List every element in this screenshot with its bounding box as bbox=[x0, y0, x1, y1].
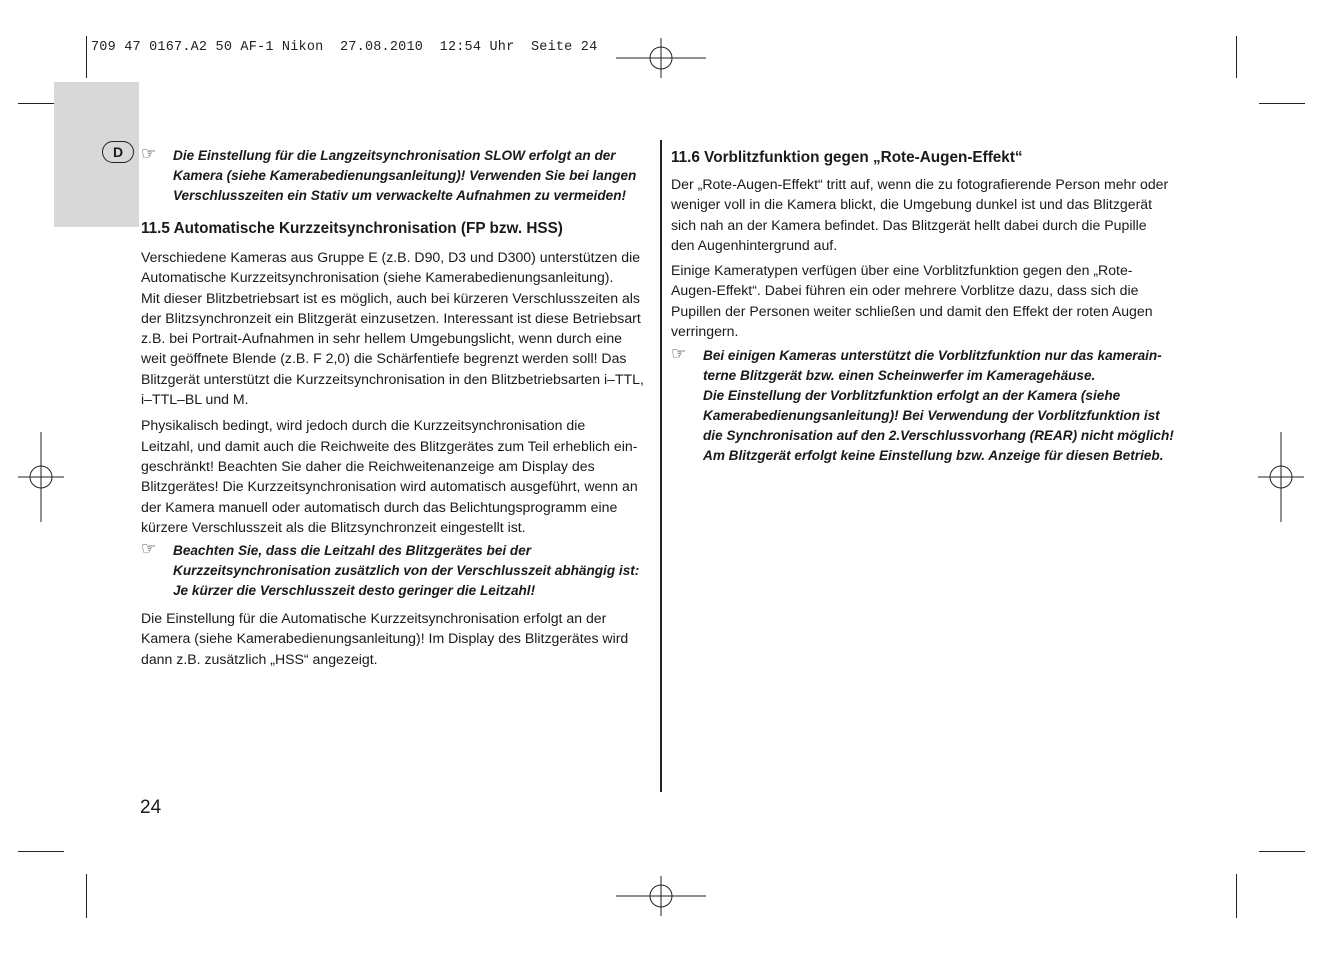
text-line: verringern. bbox=[671, 323, 739, 340]
note-line: Verschlusszeiten ein Stativ um verwackelte Aufnahmen zu vermeiden! bbox=[173, 188, 627, 203]
paragraph bbox=[671, 260, 1186, 341]
text-line: Leitzahl, und damit auch die Reichweite des Blitzgerätes zum Teil erheblich ein- bbox=[141, 437, 638, 454]
text-line: Verschiedene Kameras aus Gruppe E (z.B. D90, D3 und D300) unterstützen die bbox=[141, 249, 641, 265]
text-line: Der „Rote-Augen-Effekt“ tritt auf, wenn die zu fotografierende Person mehr oder bbox=[671, 176, 1169, 192]
crop-mark bbox=[86, 36, 87, 78]
pointing-hand-icon: ☞ bbox=[141, 539, 157, 559]
registration-mark-icon bbox=[616, 876, 706, 916]
text-line: weniger voll in die Kamera blickt, die Umgebung dunkel ist und das Blitzgerät bbox=[671, 196, 1153, 213]
text-line: Physikalisch bedingt, wird jedoch durch die Kurzzeitsynchronisation die bbox=[141, 417, 586, 434]
text-line: kürzere Verschlusszeit als die Blitzsynchronzeit eingestellt ist. bbox=[141, 518, 526, 535]
pointing-hand-icon: ☞ bbox=[671, 344, 687, 364]
note-line: Die Einstellung der Vorblitzfunktion erfolgt an der Kamera (siehe bbox=[703, 388, 1121, 404]
note-line: Bei einigen Kameras unterstützt die Vorblitzfunktion nur das kamerain- bbox=[703, 348, 1162, 364]
crop-mark bbox=[1259, 851, 1305, 852]
text-line: Kamera (siehe Kamerabedienungsanleitung)! Im Display des Blitzgerätes wird bbox=[141, 630, 629, 647]
registration-mark-icon bbox=[18, 432, 64, 522]
paragraph bbox=[141, 247, 653, 409]
registration-mark-icon bbox=[1258, 432, 1304, 522]
text-line: der Blitzsynchronzeit ein Blitzgerät einzusetzen. Interessant ist diese Betriebsart bbox=[141, 309, 641, 326]
right-column bbox=[671, 146, 1186, 466]
note-line: Die Einstellung für die Langzeitsynchronisation SLOW erfolgt an der bbox=[173, 148, 616, 163]
text-line: Die Einstellung für die Automatische Kurzzeitsynchronisation erfolgt an der bbox=[141, 610, 607, 627]
paragraph bbox=[141, 415, 653, 537]
crop-mark bbox=[1236, 36, 1237, 78]
text-line: Blitzgerätes! Die Kurzzeitsynchronisation wird automatisch ausgeführt, wenn an bbox=[141, 478, 638, 495]
note-pre-flash bbox=[671, 346, 1186, 466]
text-line: der Kamera manuell oder automatisch durch das Belichtungsprogramm eine bbox=[141, 498, 618, 515]
note-line: Kurzzeitsynchronisation zusätzlich von der Verschlusszeit abhängig ist: bbox=[173, 563, 640, 579]
note-guide-number bbox=[141, 541, 653, 601]
text-line: Automatische Kurzzeitsynchronisation (siehe Kamerabedienungsanleitung). bbox=[141, 269, 614, 286]
crop-mark bbox=[1259, 103, 1305, 104]
page-number: 24 bbox=[140, 797, 162, 818]
note-line: die Synchronisation auf den 2.Verschlussvorhang (REAR) nicht möglich! bbox=[703, 428, 1174, 444]
text-line: Augen-Effekt“. Dabei führen ein oder mehrere Vorblitze dazu, dass sich die bbox=[671, 282, 1139, 299]
text-line: weit geöffnete Blende (z.B. F 2,0) die Schärfentiefe begrenzt werden soll! Das bbox=[141, 350, 627, 367]
registration-mark-icon bbox=[616, 38, 706, 78]
section-heading-11-6: 11.6 Vorblitzfunktion gegen „Rote-Augen-Effekt“ bbox=[671, 149, 1023, 166]
pointing-hand-icon: ☞ bbox=[141, 144, 157, 163]
print-slug-line: 709 47 0167.A2 50 AF-1 Nikon 27.08.2010 12:54 Uhr Seite 24 bbox=[91, 40, 598, 55]
paragraph bbox=[671, 174, 1186, 255]
text-line: Pupillen der Personen weiter schließen und damit den Effekt der roten Augen bbox=[671, 302, 1153, 319]
paragraph bbox=[141, 608, 653, 669]
crop-mark bbox=[18, 851, 64, 852]
text-line: Blitzgerät unterstützt die Kurzzeitsynchronisation in den Blitzbetriebsarten i–TTL, bbox=[141, 370, 644, 387]
note-line: Je kürzer die Verschlusszeit desto geringer die Leitzahl! bbox=[173, 583, 536, 599]
column-divider bbox=[660, 140, 662, 792]
note-line: terne Blitzgerät bzw. einen Scheinwerfer im Kameragehäuse. bbox=[703, 368, 1096, 384]
text-line: geschränkt! Beachten Sie daher die Reichweitenanzeige am Display des bbox=[141, 457, 595, 474]
text-line: z.B. bei Portrait-Aufnahmen in sehr hellem Umgebungslicht, wenn durch eine bbox=[141, 330, 623, 347]
language-badge: D bbox=[102, 141, 134, 163]
text-line: sich nah an der Kamera befindet. Das Blitzgerät hellt dabei durch die Pupille bbox=[671, 216, 1147, 233]
left-column bbox=[141, 146, 653, 669]
note-line: Beachten Sie, dass die Leitzahl des Blitzgerätes bei der bbox=[173, 543, 532, 559]
text-line: i–TTL–BL und M. bbox=[141, 391, 249, 408]
text-line: Mit dieser Blitzbetriebsart ist es möglich, auch bei kürzeren Verschlusszeiten als bbox=[141, 289, 640, 306]
text-line: Einige Kameratypen verfügen über eine Vorblitzfunktion gegen den „Rote- bbox=[671, 262, 1133, 279]
section-heading-11-5: 11.5 Automatische Kurzzeitsynchronisation (FP bzw. HSS) bbox=[141, 220, 563, 237]
note-line: Kamerabedienungsanleitung)! Bei Verwendung der Vorblitzfunktion ist bbox=[703, 408, 1160, 424]
note-slow-sync bbox=[141, 146, 653, 206]
crop-mark bbox=[1236, 874, 1237, 918]
text-line: den Augenhintergrund auf. bbox=[671, 236, 838, 253]
note-line: Kamera (siehe Kamerabedienungsanleitung)! Verwenden Sie bei langen bbox=[173, 168, 637, 183]
note-line: Am Blitzgerät erfolgt keine Einstellung bzw. Anzeige für diesen Betrieb. bbox=[703, 448, 1164, 464]
text-line: dann z.B. zusätzlich „HSS“ angezeigt. bbox=[141, 650, 378, 667]
crop-mark bbox=[86, 874, 87, 918]
